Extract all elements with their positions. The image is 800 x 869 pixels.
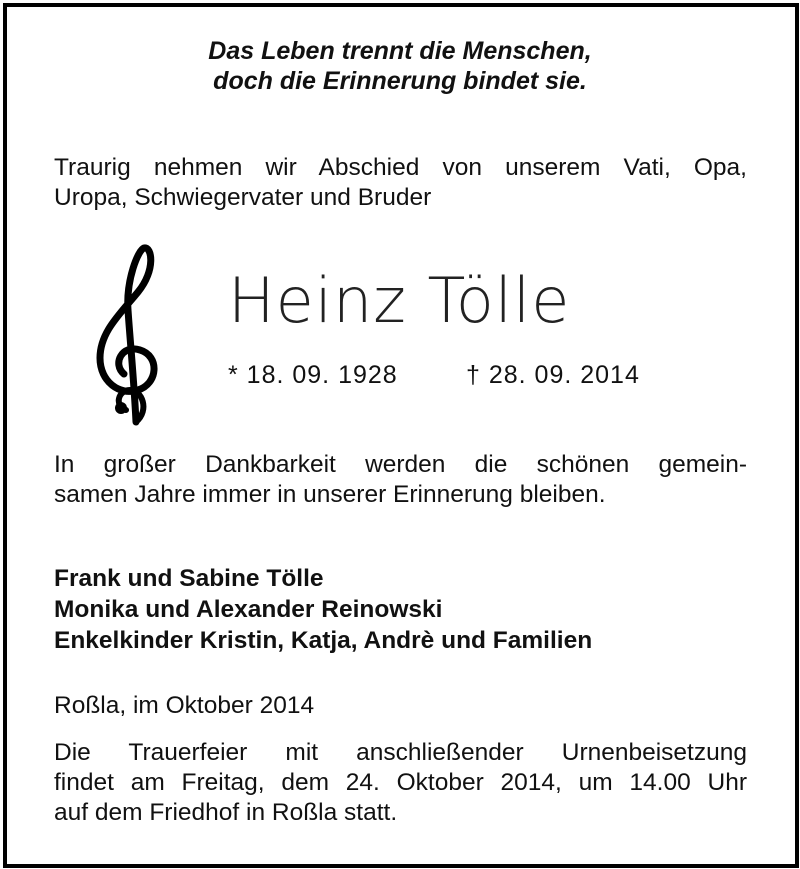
place-date: Roßla, im Oktober 2014 [54,692,315,719]
birth-date: * 18. 09. 1928 [228,361,398,389]
motto-line-1: Das Leben trennt die Menschen, [208,37,592,65]
mourner-line: Frank und Sabine Tölle [54,565,324,592]
motto-line-2: doch die Erinnerung bindet sie. [213,67,587,95]
gratitude-line-1: In großer Dankbarkeit werden die schönen gemein- [54,451,747,478]
deceased-name: Heinz Tölle [228,264,571,337]
gratitude-line-2: samen Jahre immer in unserer Erinnerung bleiben. [54,481,606,508]
mourner-line: Monika und Alexander Reinowski [54,596,443,623]
mourner-line: Enkelkinder Kristin, Katja, Andrè und Familien [54,627,593,654]
ceremony-line-2: findet am Freitag, dem 24. Oktober 2014, um 14.00 Uhr [54,769,747,796]
intro-line-1: Traurig nehmen wir Abschied von unserem Vati, Opa, [54,154,747,181]
ceremony-line-3: auf dem Friedhof in Roßla statt. [54,799,398,826]
intro-line-2: Uropa, Schwiegervater und Bruder [54,184,432,211]
death-date: † 28. 09. 2014 [466,361,640,389]
ceremony-line-1: Die Trauerfeier mit anschließender Urnenbeisetzung [54,739,747,766]
treble-clef-icon [90,240,170,430]
